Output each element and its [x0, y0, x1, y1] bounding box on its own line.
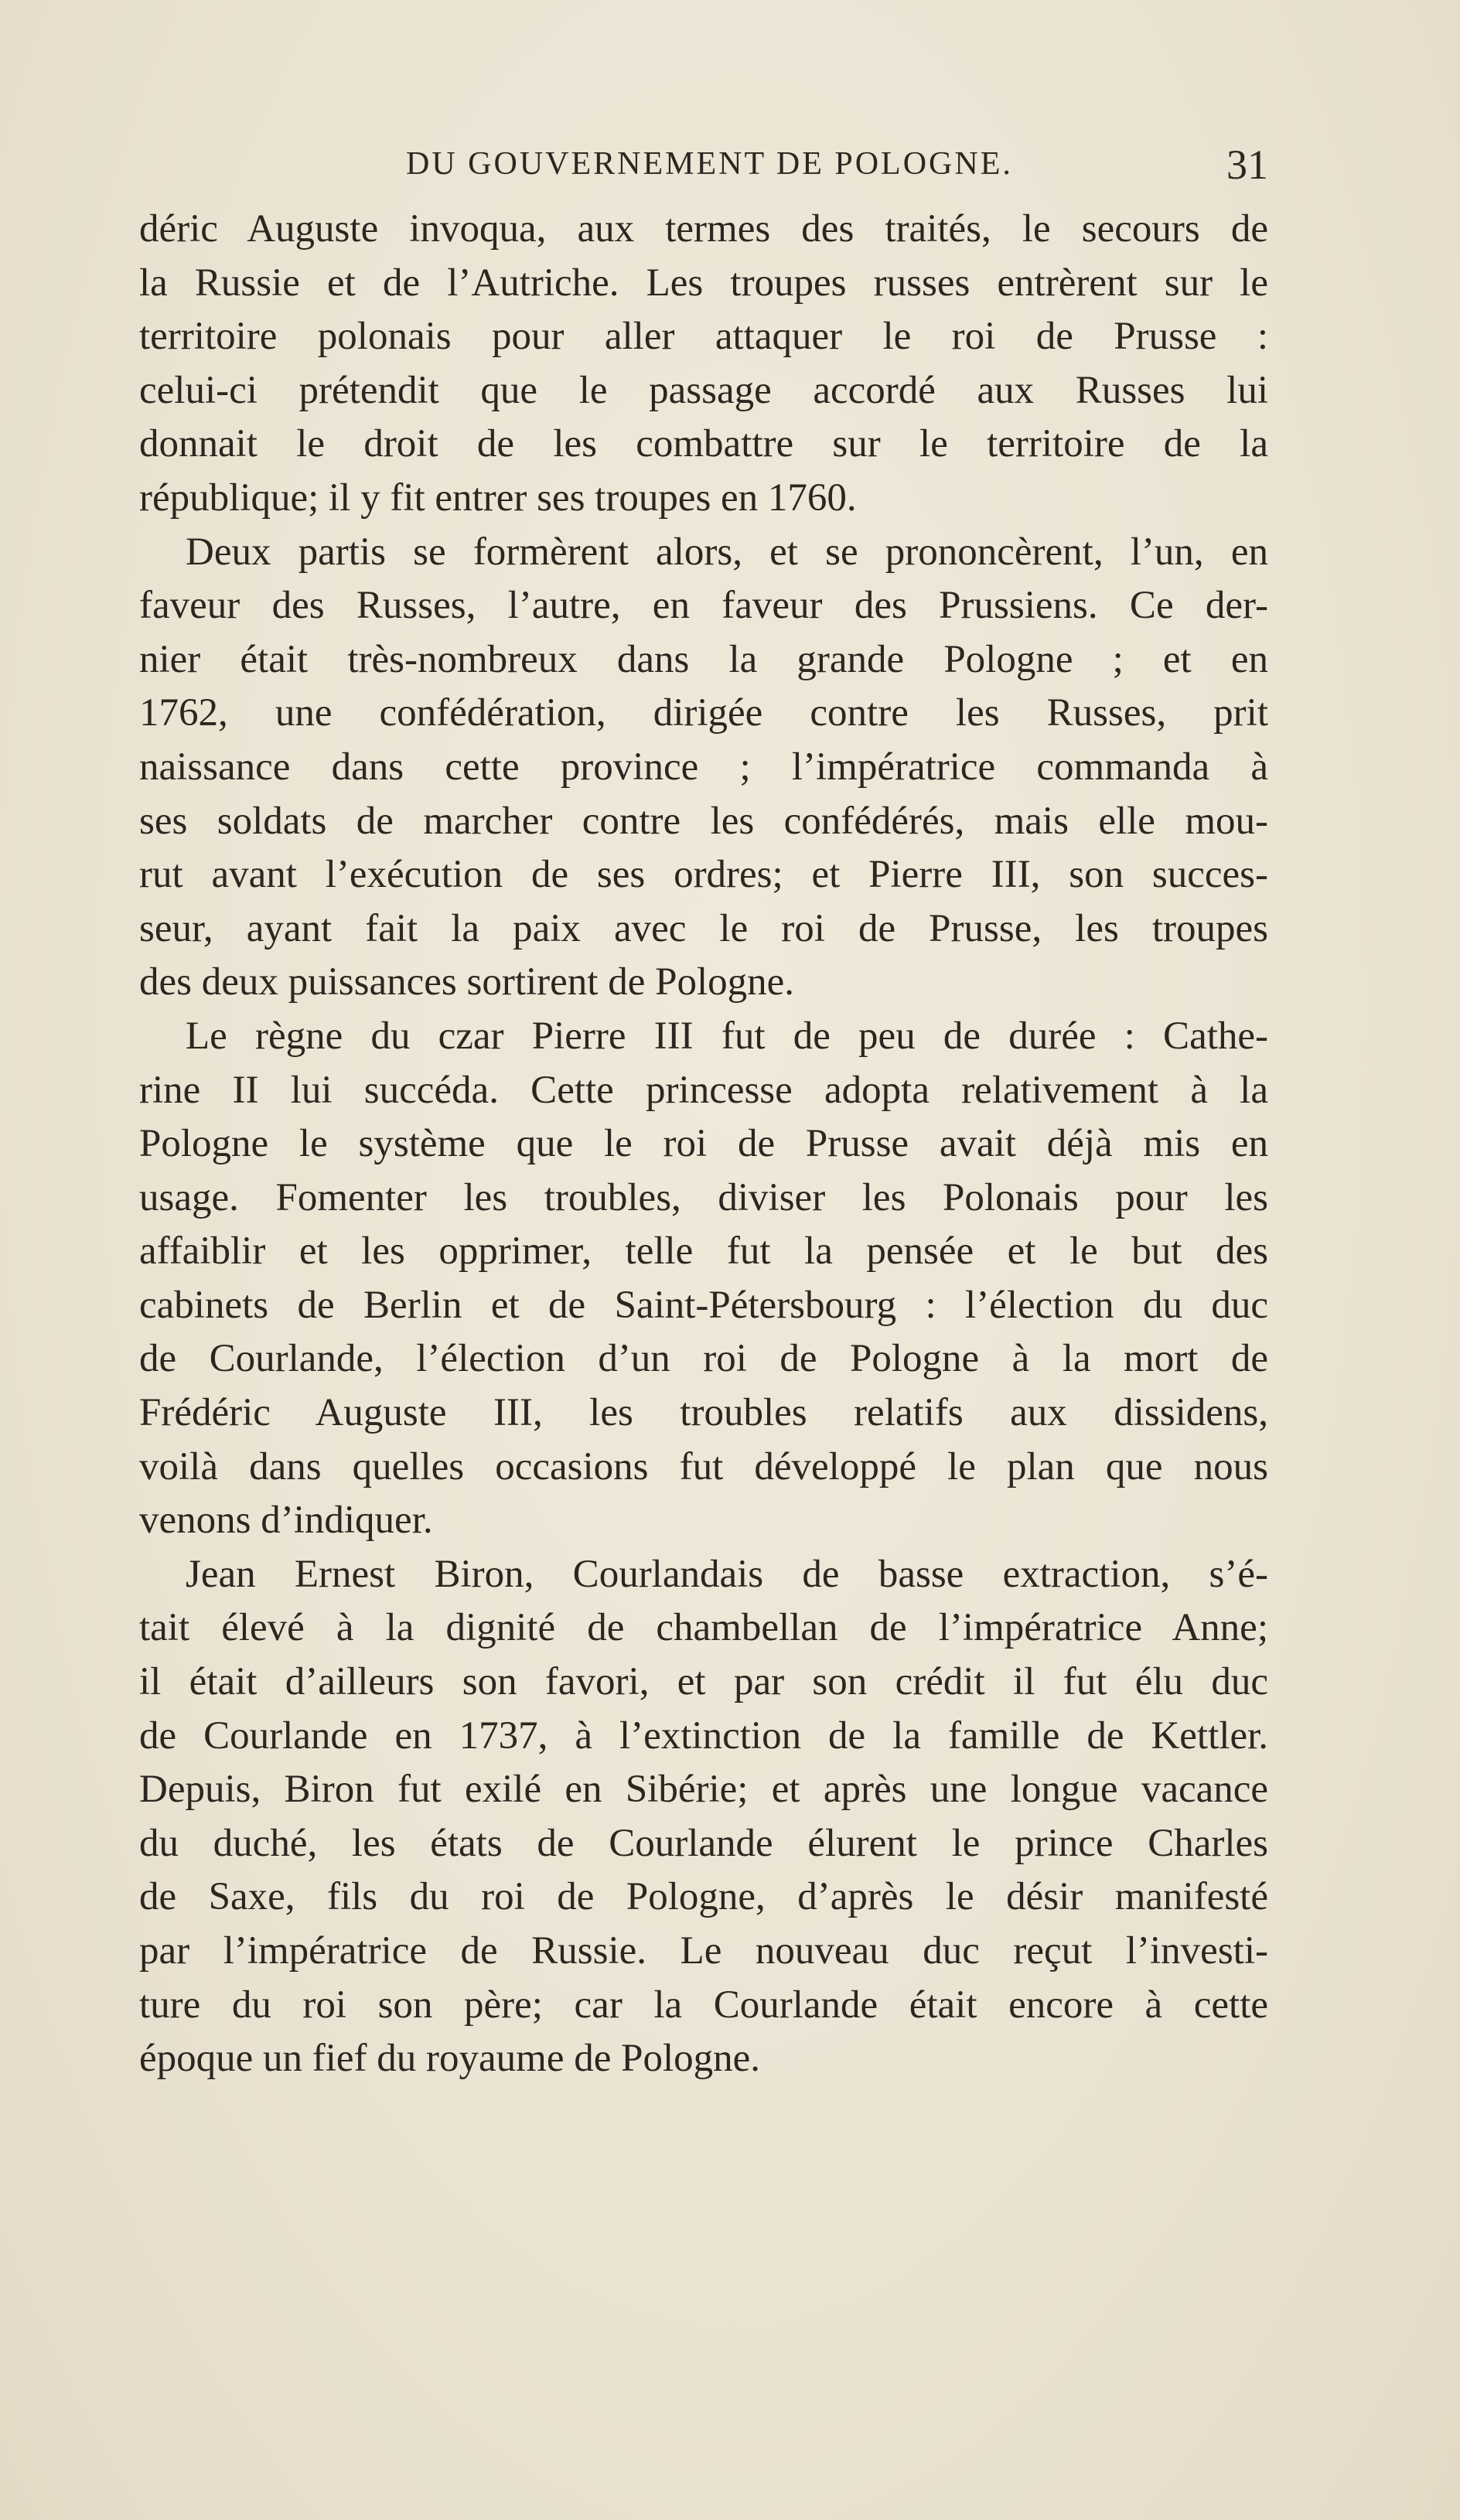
text-line: naissance dans cette province ; l’impératrice commanda à — [139, 745, 1268, 789]
text-line: il était d’ailleurs son favori, et par son crédit il fut élu duc — [139, 1660, 1268, 1704]
text-line: cabinets de Berlin et de Saint-Pétersbourg : l’élection du duc — [139, 1283, 1268, 1327]
page-number: 31 — [1226, 142, 1268, 188]
text-line: époque un fief du royaume de Pologne. — [139, 2037, 761, 2081]
text-line: de Courlande, l’élection d’un roi de Pologne à la mort de — [139, 1337, 1268, 1381]
text-line: Jean Ernest Biron, Courlandais de basse extraction, s’é- — [186, 1552, 1268, 1596]
text-line: venons d’indiquer. — [139, 1499, 433, 1543]
text-line: du duché, les états de Courlande élurent le prince Charles — [139, 1821, 1268, 1865]
text-line: faveur des Russes, l’autre, en faveur des Prussiens. Ce der- — [139, 584, 1268, 628]
text-line: 1762, une confédération, dirigée contre les Russes, prit — [139, 691, 1268, 735]
text-line: république; il y fit entrer ses troupes en 1760. — [139, 476, 857, 520]
text-line: celui-ci prétendit que le passage accordé aux Russes lui — [139, 368, 1268, 412]
text-line: déric Auguste invoqua, aux termes des traités, le secours de — [139, 207, 1268, 251]
text-line: Deux partis se formèrent alors, et se prononcèrent, l’un, en — [186, 530, 1268, 574]
text-line: ses soldats de marcher contre les confédérés, mais elle mou- — [139, 799, 1268, 843]
text-line: affaiblir et les opprimer, telle fut la pensée et le but des — [139, 1229, 1268, 1274]
text-line: rine II lui succéda. Cette princesse adopta relativement à la — [139, 1068, 1268, 1112]
text-line: territoire polonais pour aller attaquer le roi de Prusse : — [139, 315, 1268, 359]
text-line: seur, ayant fait la paix avec le roi de Prusse, les troupes — [139, 906, 1268, 950]
text-line: des deux puissances sortirent de Pologne. — [139, 960, 795, 1004]
text-line: Pologne le système que le roi de Prusse avait déjà mis en — [139, 1122, 1268, 1166]
text-line: Depuis, Biron fut exilé en Sibérie; et après une longue vacance — [139, 1768, 1268, 1812]
running-title: DU GOUVERNEMENT DE POLOGNE. — [406, 146, 1013, 182]
running-head — [139, 142, 1268, 192]
text-line: rut avant l’exécution de ses ordres; et Pierre III, son succes- — [139, 853, 1268, 897]
text-line: voilà dans quelles occasions fut développé le plan que nous — [139, 1444, 1268, 1488]
text-line: Le règne du czar Pierre III fut de peu de durée : Cathe- — [186, 1014, 1268, 1058]
text-line: de Saxe, fils du roi de Pologne, d’après le désir manifesté — [139, 1875, 1268, 1919]
text-line: tait élevé à la dignité de chambellan de l’impératrice Anne; — [139, 1606, 1268, 1650]
body-text — [139, 203, 1268, 2086]
text-line: ture du roi son père; car la Courlande était encore à cette — [139, 1983, 1268, 2027]
text-line: de Courlande en 1737, à l’extinction de la famille de Kettler. — [139, 1714, 1268, 1758]
text-line: par l’impératrice de Russie. Le nouveau duc reçut l’investi- — [139, 1929, 1268, 1973]
text-line: donnait le droit de les combattre sur le territoire de la — [139, 422, 1268, 466]
text-line: la Russie et de l’Autriche. Les troupes russes entrèrent sur le — [139, 261, 1268, 305]
text-line: nier était très-nombreux dans la grande Pologne ; et en — [139, 637, 1268, 681]
text-line: usage. Fomenter les troubles, diviser les Polonais pour les — [139, 1175, 1268, 1219]
text-line: Frédéric Auguste III, les troubles relatifs aux dissidens, — [139, 1391, 1268, 1435]
